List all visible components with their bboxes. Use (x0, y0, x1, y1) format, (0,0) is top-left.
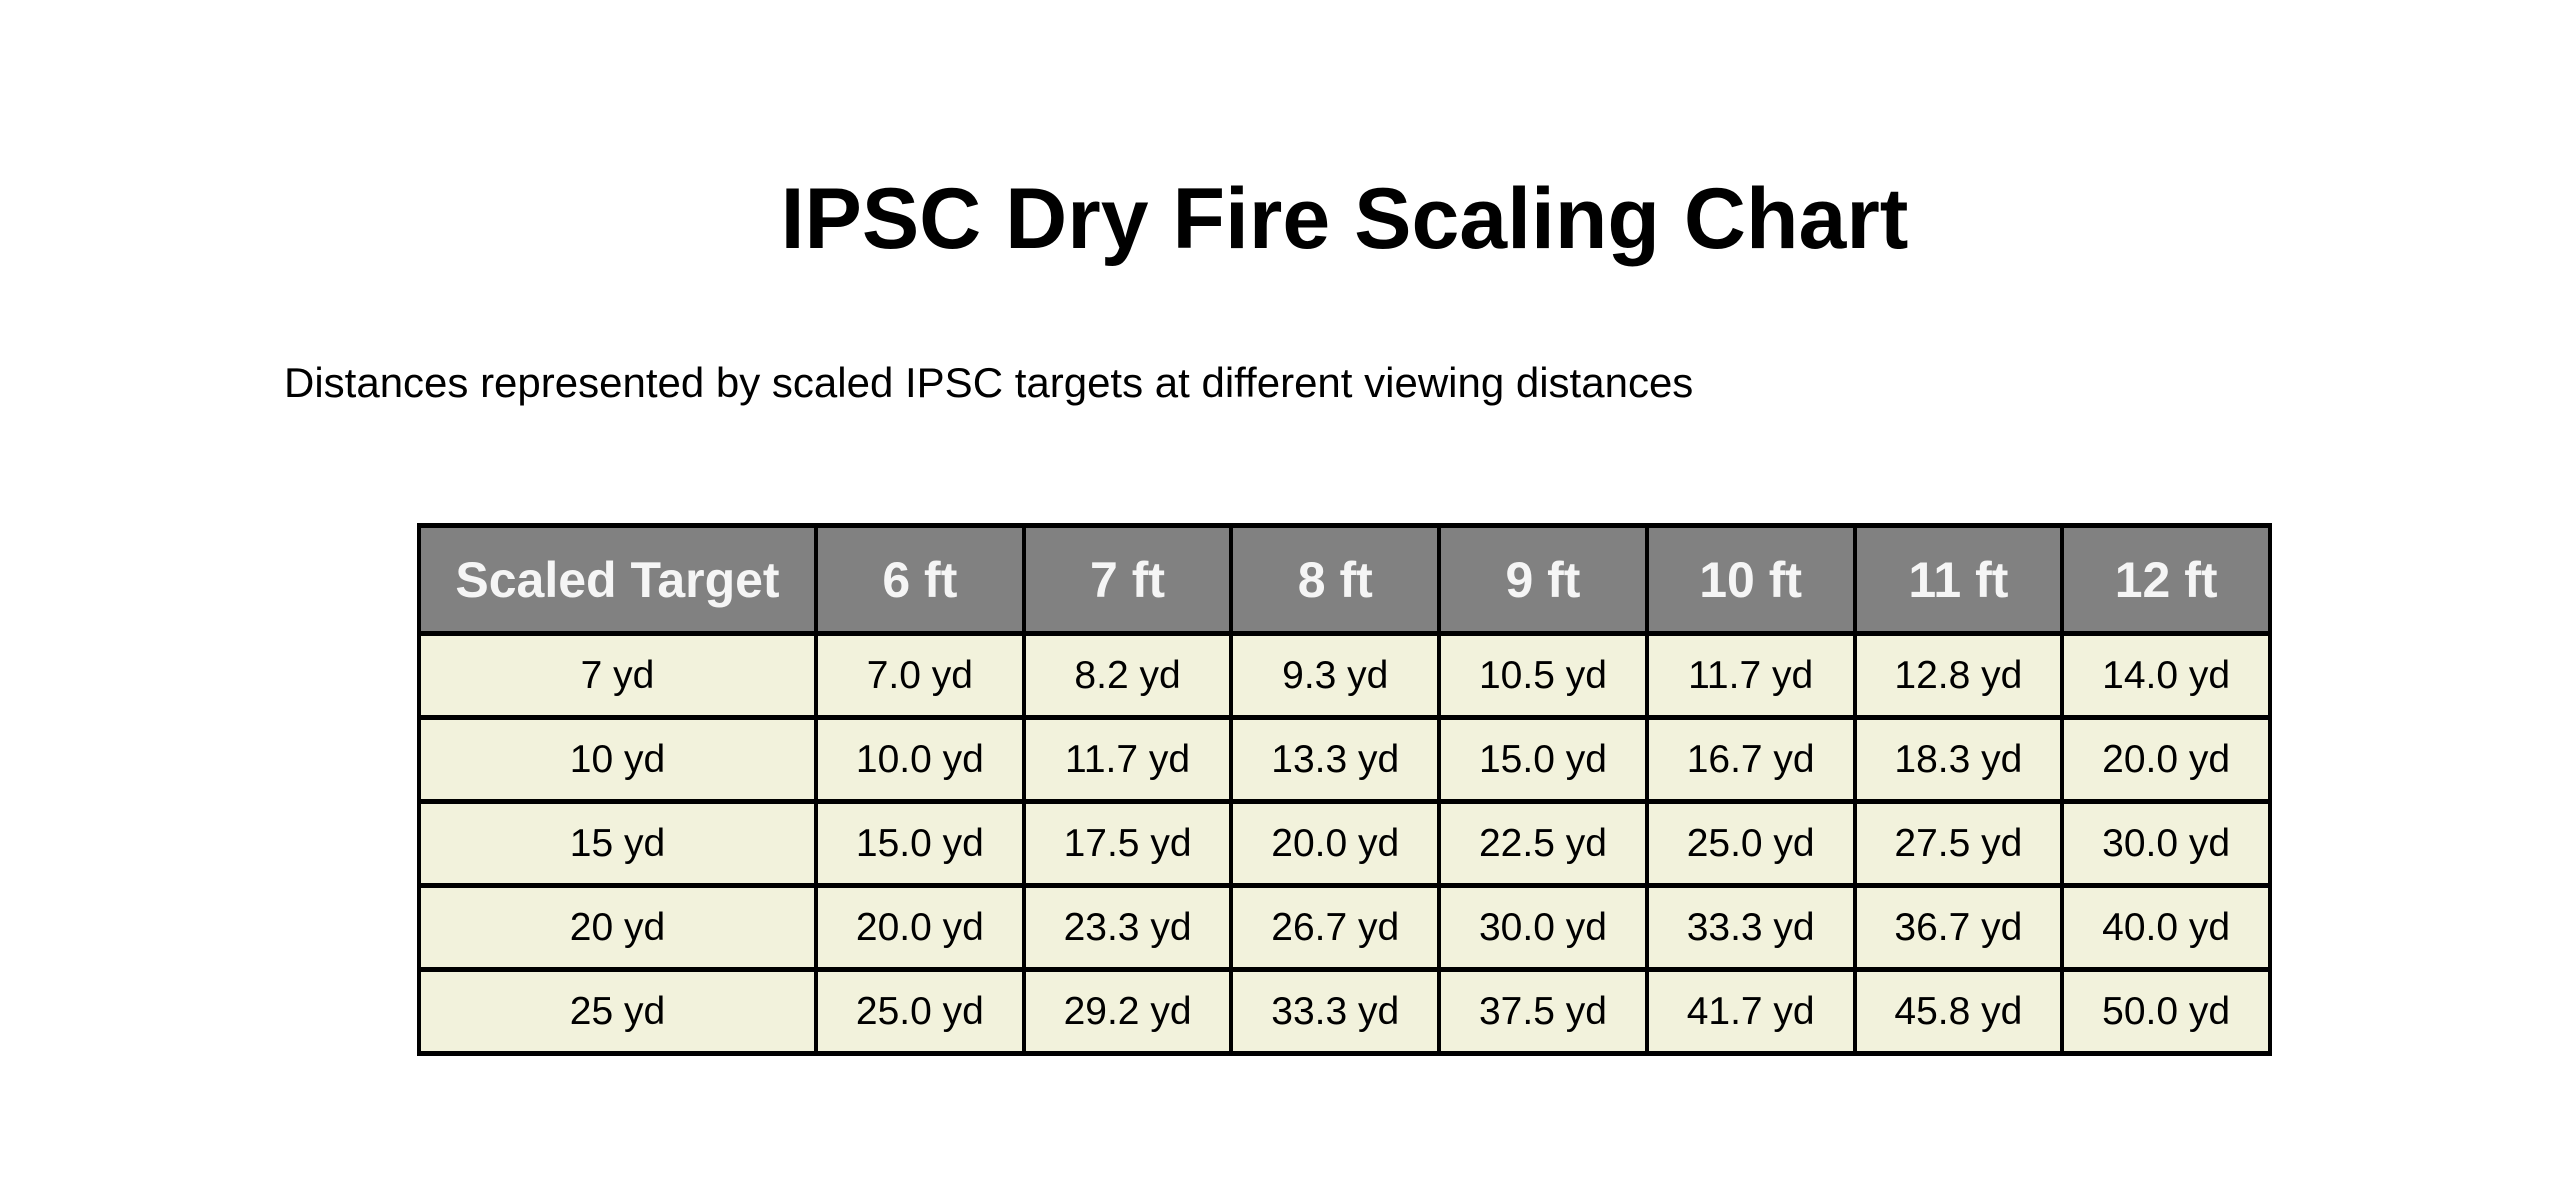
table-cell: 40.0 yd (2062, 886, 2270, 970)
table-cell: 36.7 yd (1855, 886, 2063, 970)
table-cell: 25.0 yd (816, 970, 1024, 1054)
table-cell: 33.3 yd (1231, 970, 1439, 1054)
table-cell: 20.0 yd (2062, 718, 2270, 802)
table-row (419, 970, 2270, 1054)
table-cell: 11.7 yd (1024, 718, 1232, 802)
table-row (419, 802, 2270, 886)
table-cell: 7.0 yd (816, 634, 1024, 718)
table-cell: 30.0 yd (1439, 886, 1647, 970)
table-cell: 22.5 yd (1439, 802, 1647, 886)
table-cell: 11.7 yd (1647, 634, 1855, 718)
row-label: 10 yd (419, 718, 816, 802)
table-cell: 45.8 yd (1855, 970, 2063, 1054)
table-cell: 13.3 yd (1231, 718, 1439, 802)
column-header: 9 ft (1439, 526, 1647, 634)
column-header: 8 ft (1231, 526, 1439, 634)
column-header: 10 ft (1647, 526, 1855, 634)
row-label: 20 yd (419, 886, 816, 970)
table-cell: 14.0 yd (2062, 634, 2270, 718)
table-cell: 10.0 yd (816, 718, 1024, 802)
table-cell: 17.5 yd (1024, 802, 1232, 886)
table-cell: 23.3 yd (1024, 886, 1232, 970)
table-cell: 50.0 yd (2062, 970, 2270, 1054)
table-cell: 26.7 yd (1231, 886, 1439, 970)
table-cell: 12.8 yd (1855, 634, 2063, 718)
corner-header: Scaled Target (419, 526, 816, 634)
table-cell: 25.0 yd (1647, 802, 1855, 886)
table-cell: 16.7 yd (1647, 718, 1855, 802)
column-header: 12 ft (2062, 526, 2270, 634)
table-cell: 41.7 yd (1647, 970, 1855, 1054)
table-cell: 18.3 yd (1855, 718, 2063, 802)
table-cell: 37.5 yd (1439, 970, 1647, 1054)
table-body (419, 634, 2270, 1054)
table-cell: 20.0 yd (816, 886, 1024, 970)
column-header: 7 ft (1024, 526, 1232, 634)
table-cell: 10.5 yd (1439, 634, 1647, 718)
table-cell: 27.5 yd (1855, 802, 2063, 886)
page-subtitle: Distances represented by scaled IPSC targets at different viewing distances (284, 359, 1694, 406)
scaling-table (417, 523, 2272, 1056)
row-label: 25 yd (419, 970, 816, 1054)
table-cell: 15.0 yd (1439, 718, 1647, 802)
page-title: IPSC Dry Fire Scaling Chart (780, 171, 1909, 267)
table-cell: 33.3 yd (1647, 886, 1855, 970)
table-cell: 15.0 yd (816, 802, 1024, 886)
row-label: 15 yd (419, 802, 816, 886)
table-row (419, 718, 2270, 802)
column-header: 11 ft (1855, 526, 2063, 634)
table-cell: 20.0 yd (1231, 802, 1439, 886)
table-cell: 30.0 yd (2062, 802, 2270, 886)
header-row (419, 526, 2270, 634)
table-cell: 29.2 yd (1024, 970, 1232, 1054)
table-cell: 9.3 yd (1231, 634, 1439, 718)
table-row (419, 886, 2270, 970)
table-cell: 8.2 yd (1024, 634, 1232, 718)
column-header: 6 ft (816, 526, 1024, 634)
table-row (419, 634, 2270, 718)
row-label: 7 yd (419, 634, 816, 718)
